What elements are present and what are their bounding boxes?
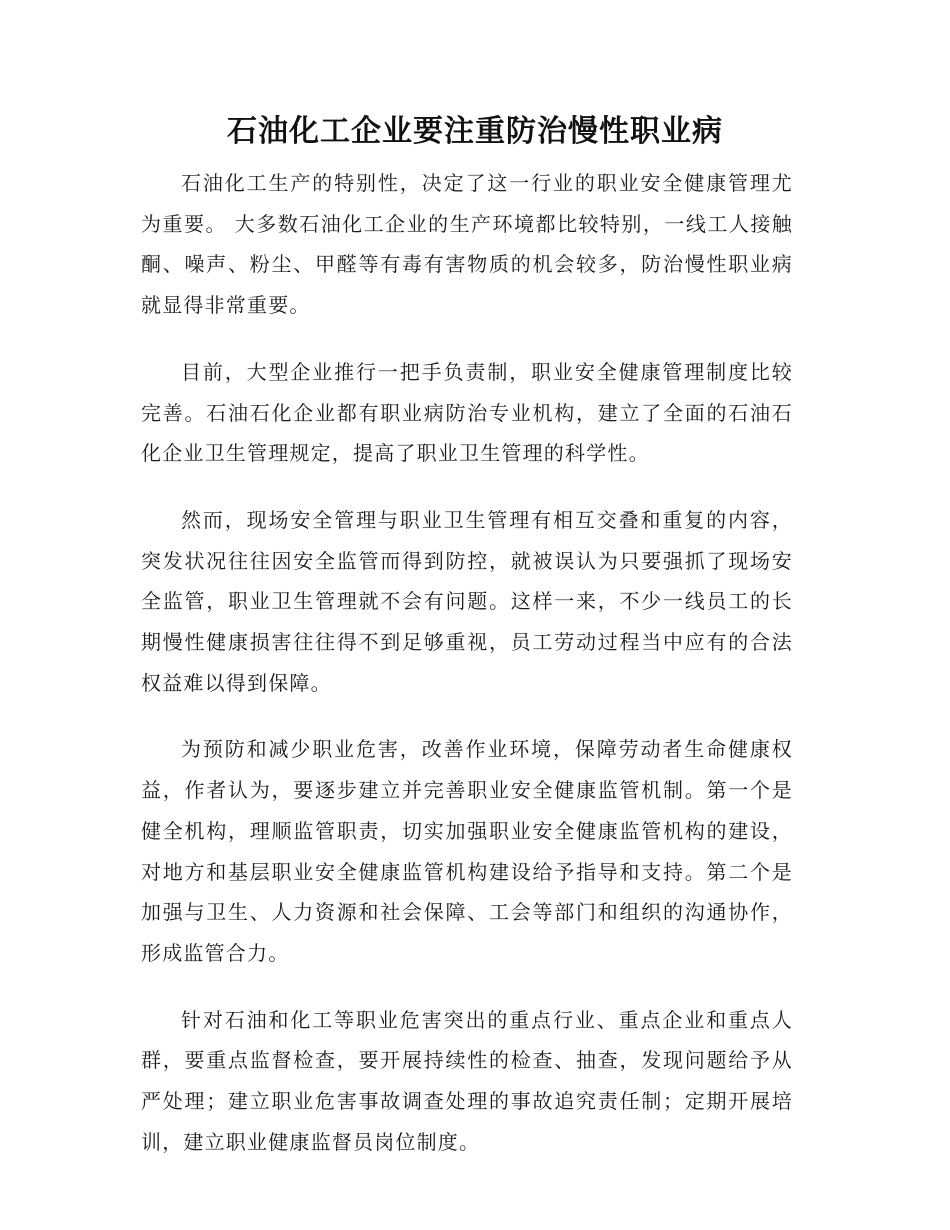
paragraph-2: 目前，大型企业推行一把手负责制，职业安全健康管理制度比较完善。石油石化企业都有职业病防治专业机构，建立了全面的石油石化企业卫生管理规定，提高了职业卫生管理的科学性。	[141, 359, 793, 466]
paragraph-1: 石油化工生产的特别性，决定了这一行业的职业安全健康管理尤为重要。 大多数石油化工企业的生产环境都比较特别，一线工人接触酮、噪声、粉尘、甲醛等有毒有害物质的机会较多，防治慢性职业病就显得非常重要。	[141, 171, 793, 318]
paragraph-4: 为预防和减少职业危害，改善作业环境，保障劳动者生命健康权益，作者认为，要逐步建立并完善职业安全健康监管机制。第一个是健全机构，理顺监管职责，切实加强职业安全健康监管机构的建设，对地方和基层职业安全健康监管机构建设给予指导和支持。第二个是加强与卫生、人力资源和社会保障、工会等部门和组织的沟通协作，形成监管合力。	[141, 737, 793, 965]
paragraph-3: 然而，现场安全管理与职业卫生管理有相互交叠和重复的内容，突发状况往往因安全监管而得到防控，就被误认为只要强抓了现场安全监管，职业卫生管理就不会有问题。这样一来，不少一线员工的长期慢性健康损害往往得不到足够重视，员工劳动过程当中应有的合法权益难以得到保障。	[141, 507, 793, 695]
document-body	[141, 163, 793, 1188]
document-title: 石油化工企业要注重防治慢性职业病	[227, 114, 723, 149]
paragraph-5: 针对石油和化工等职业危害突出的重点行业、重点企业和重点人群，要重点监督检查，要开展持续性的检查、抽查，发现问题给予从严处理；建立职业危害事故调查处理的事故追究责任制；定期开展培训，建立职业健康监督员岗位制度。	[141, 1007, 793, 1154]
